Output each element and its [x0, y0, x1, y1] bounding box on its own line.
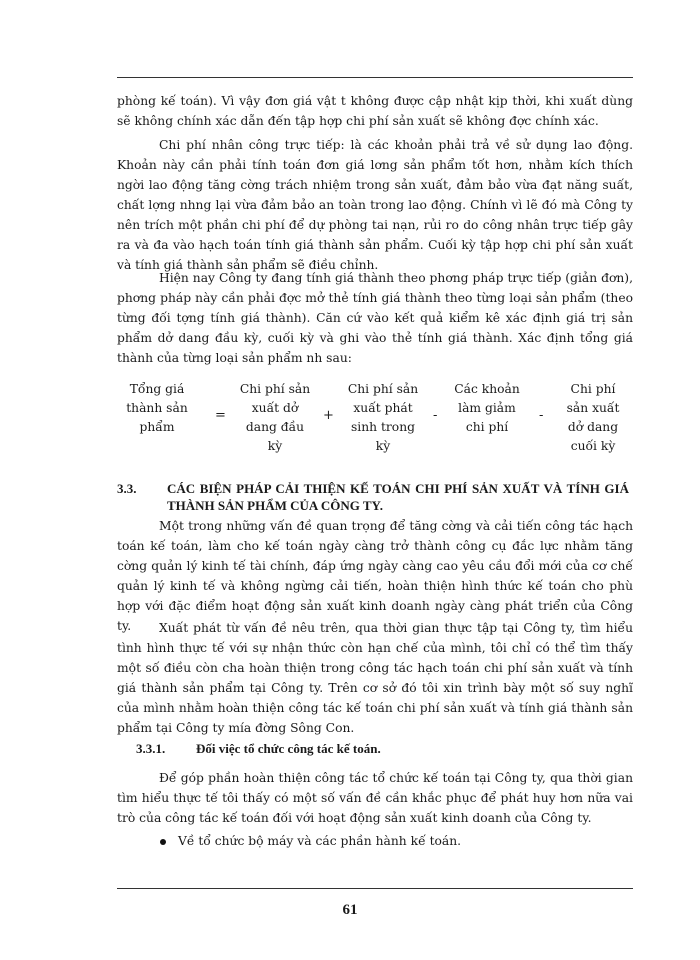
formula-term-opening-wip: Chi phí sản xuất dở dang đầu kỳ — [239, 382, 311, 453]
paragraph-direct-labor: Chi phí nhân công trực tiếp: là các khoản phải trả về sử dụng lao động. Khoản này cần phải tính toán đơn giá lơng sản phẩm tốt hơn, nhằm kích thích ngời lao động tăng cờng trách nhiệm trong sản xuất, đảm bảo vừa đạt năng suất, chất lợng nhng lại vừa đảm bảo an toàn trong lao động. Chính vì lẽ đó mà Công ty nên trích một phần chi phí để dự phòng tai nạn, rủi ro do công nhân trực tiếp gây ra và đa vào hạch toán tính giá thành sản phẩm. Cuối kỳ tập hợp chi phí sản xuất và tính giá thành sản phẩm sẽ điều chỉnh. — [117, 138, 633, 272]
paragraph-costing-method: Hiện nay Công ty đang tính giá thành theo phơng pháp trực tiếp (giản đơn), phơng pháp này cần phải đợc mở thẻ tính giá thành theo từng loại sản phẩm (theo từng đối tợng tính giá thành). Căn cứ vào kết quả kiểm kê xác định giá trị sản phẩm dở dang đầu kỳ, cuối kỳ và ghi vào thẻ tính giá thành. Xác định tổng giá thành của từng loại sản phẩm nh sau: — [117, 271, 633, 365]
section-number: 3.3. — [117, 481, 137, 496]
page-number: 61 — [342, 902, 358, 918]
section-heading — [117, 480, 633, 516]
subsection-title: Đối việc tổ chức công tác kế toán. — [196, 741, 381, 756]
formula-term-period-cost: Chi phí sản xuất phát sinh trong kỳ — [347, 382, 419, 453]
bullet-dot-icon — [160, 839, 166, 845]
bullet-item — [160, 834, 461, 848]
subsection-heading — [136, 741, 381, 757]
formula-minus-1: - — [433, 408, 438, 423]
formula-term-total-cost: Tổng giá thành sản phẩm — [126, 382, 188, 434]
cost-formula — [117, 380, 633, 460]
formula-minus-2: - — [539, 408, 544, 423]
header-rule — [117, 77, 633, 78]
paragraph-continuation: phòng kế toán). Vì vậy đơn giá vật t không được cập nhật kịp thời, khi xuất dùng sẽ không chính xác dẫn đến tập hợp chi phí sản xuất sẽ không đợc chính xác. — [117, 94, 633, 128]
subsection-number: 3.3.1. — [136, 741, 166, 756]
formula-plus: + — [323, 408, 334, 423]
paragraph-importance: Một trong những vấn đề quan trọng để tăng cờng và cải tiến công tác hạch toán kế toán, làm cho kế toán ngày càng trở thành công cụ đắc lực nhằm tăng cờng quản lý kinh tế tài chính, đáp ứng ngày càng cao yêu cầu đổi mới của cơ chế quản lý kinh tế và không ngừng cải tiến, hoàn thiện hình thức kế toán cho phù hợp với đặc điểm hoạt động sản xuất kinh doanh ngày càng phát triển của Công ty. — [117, 519, 633, 633]
paragraph-organization: Để góp phần hoàn thiện công tác tổ chức kế toán tại Công ty, qua thời gian tìm hiểu thực tế tôi thấy có một số vấn đề cần khắc phục để phát huy hơn nữa vai trò của công tác kế toán đối với hoạt động sản xuất kinh doanh của Công ty. — [117, 771, 633, 825]
formula-equals: = — [215, 408, 226, 423]
formula-term-cost-reductions: Các khoản làm giảm chi phí — [454, 382, 520, 434]
formula-term-closing-wip: Chi phí sản xuất dở dang cuối kỳ — [566, 382, 620, 453]
footer-rule — [117, 888, 633, 889]
paragraph-observations: Xuất phát từ vấn đề nêu trên, qua thời gian thực tập tại Công ty, tìm hiểu tình hình thực tế với sự nhận thức còn hạn chế của mình, tôi chỉ có thể tìm thấy một số điều còn cha hoàn thiện trong công tác hạch toán chi phí sản xuất và tính giá thành sản phẩm tại Công ty. Trên cơ sở đó tôi xin trình bày một số suy nghĩ của mình nhằm hoàn thiện công tác kế toán chi phí sản xuất và tính giá thành sản phẩm tại Công ty mía đờng Sông Con. — [117, 621, 633, 735]
section-title: CÁC BIỆN PHÁP CẢI THIỆN KẾ TOÁN CHI PHÍ SẢN XUẤT VÀ TÍNH GIÁ THÀNH SẢN PHẨM CỦA CÔNG TY. — [167, 481, 629, 513]
bullet-text: Về tổ chức bộ máy và các phần hành kế toán. — [178, 834, 462, 848]
